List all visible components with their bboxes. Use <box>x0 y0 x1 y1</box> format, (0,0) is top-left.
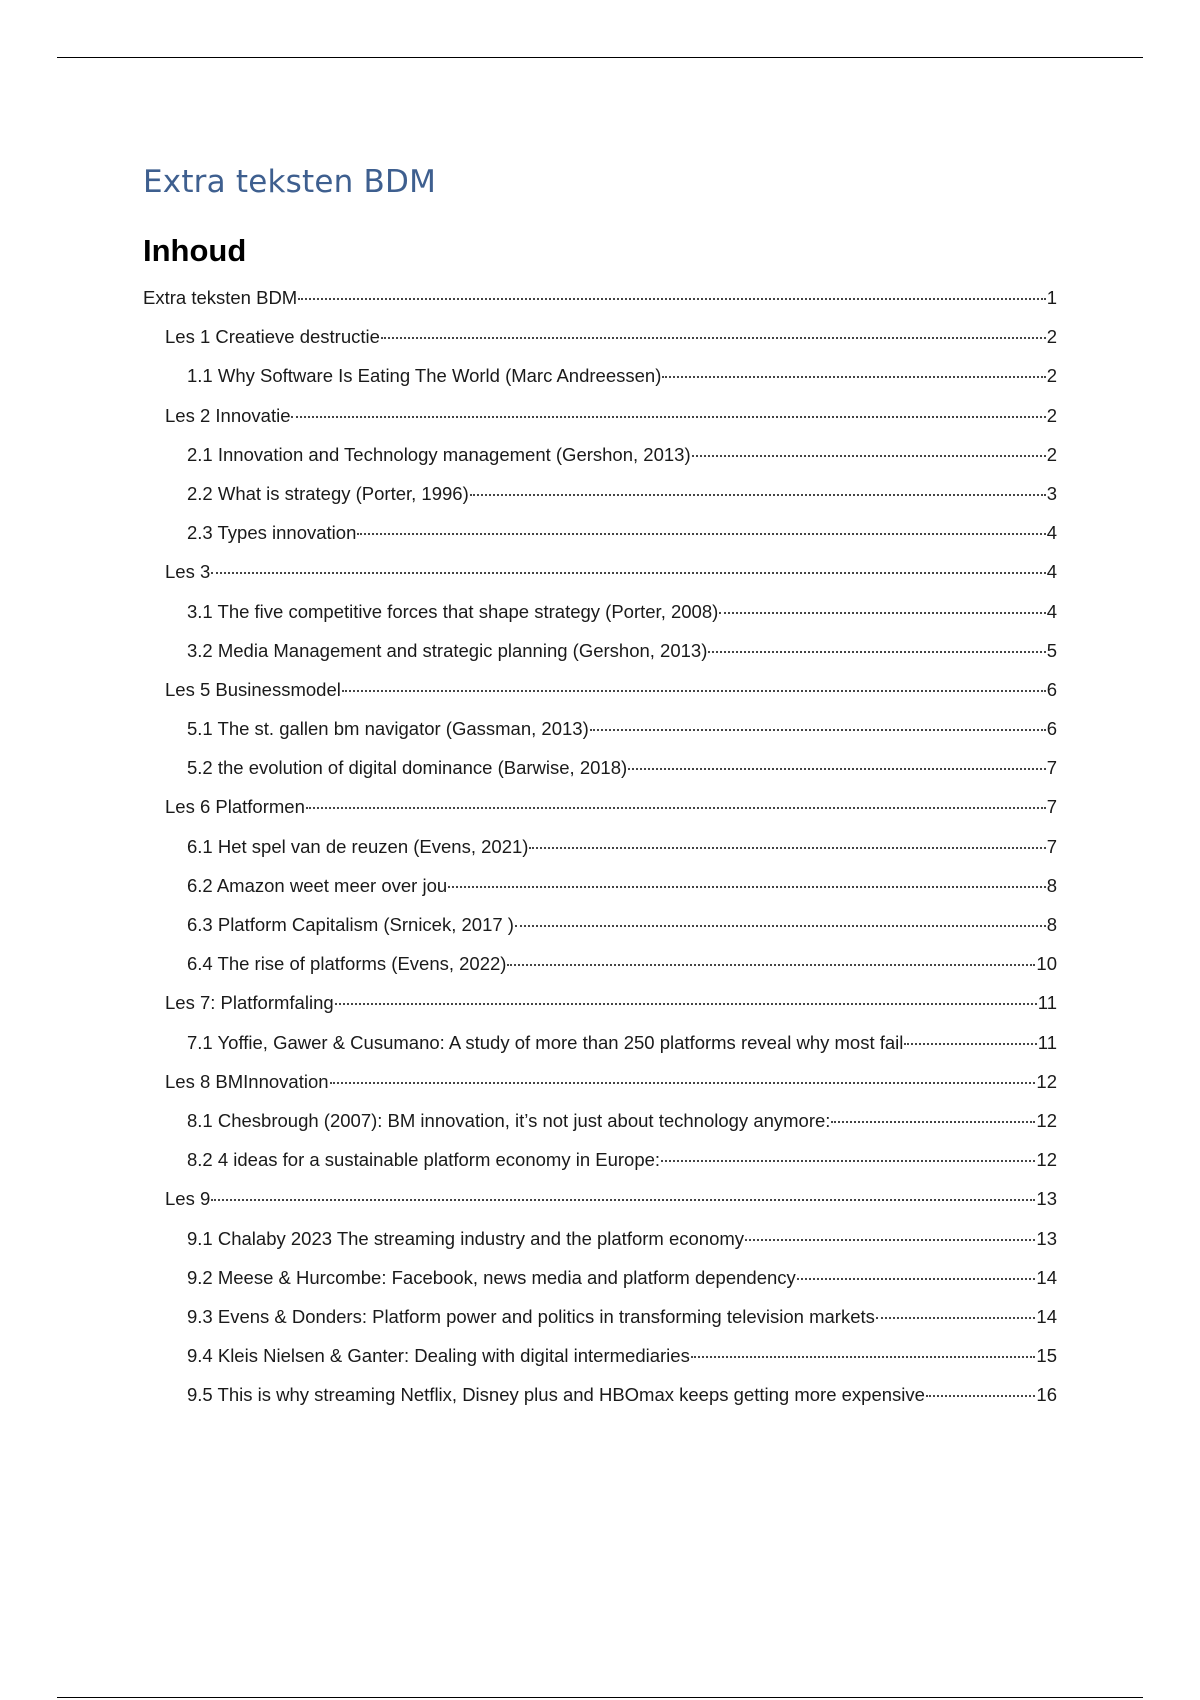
toc-entry[interactable] <box>143 1066 1057 1105</box>
dot-leader <box>448 886 1046 888</box>
toc-entry-page-number: 4 <box>1046 561 1057 583</box>
toc-entry-page-number: 2 <box>1046 404 1057 426</box>
toc-entry[interactable] <box>143 909 1057 948</box>
toc-entry-title: Les 9 <box>165 1188 211 1210</box>
dot-leader <box>330 1082 1036 1084</box>
dot-leader <box>926 1395 1035 1397</box>
toc-entry-page-number: 7 <box>1046 835 1057 857</box>
toc-entry-title: Les 1 Creatieve destructie <box>165 326 380 348</box>
toc-entry-title: Extra teksten BDM <box>143 287 298 308</box>
toc-entry-title: 2.2 What is strategy (Porter, 1996) <box>187 482 469 504</box>
footer-rule <box>57 1697 1143 1698</box>
toc-entry[interactable] <box>143 1301 1057 1340</box>
toc-entry[interactable] <box>143 321 1057 360</box>
toc-entry-title: 5.1 The st. gallen bm navigator (Gassman, 2013) <box>187 718 589 740</box>
dot-leader <box>745 1239 1035 1241</box>
toc-entry[interactable] <box>143 400 1057 439</box>
dot-leader <box>590 729 1046 731</box>
toc-entry[interactable] <box>143 948 1057 987</box>
toc-entry[interactable] <box>143 870 1057 909</box>
toc-entry-page-number: 6 <box>1046 678 1057 700</box>
toc-entry[interactable] <box>143 1262 1057 1301</box>
dot-leader <box>357 533 1045 535</box>
toc-entry-page-number: 6 <box>1046 718 1057 740</box>
dot-leader <box>708 651 1045 653</box>
toc-entry-title: 1.1 Why Software Is Eating The World (Marc Andreessen) <box>187 365 662 387</box>
toc-entry[interactable] <box>143 1027 1057 1066</box>
toc-entry-page-number: 14 <box>1036 1305 1057 1327</box>
dot-leader <box>335 1003 1037 1005</box>
toc-entry-page-number: 14 <box>1036 1266 1057 1288</box>
toc-entry[interactable] <box>143 1144 1057 1183</box>
dot-leader <box>298 298 1045 300</box>
toc-entry[interactable] <box>143 752 1057 791</box>
dot-leader <box>291 416 1045 418</box>
toc-entry-page-number: 5 <box>1046 639 1057 661</box>
toc-entry[interactable] <box>143 1105 1057 1144</box>
toc-entry-title: 9.2 Meese & Hurcombe: Facebook, news media and platform dependency <box>187 1266 796 1288</box>
dot-leader <box>211 1199 1035 1201</box>
toc-entry[interactable] <box>143 439 1057 478</box>
toc-entry-title: 6.2 Amazon weet meer over jou <box>187 874 448 896</box>
dot-leader <box>470 494 1046 496</box>
dot-leader <box>515 925 1046 927</box>
toc-entry-page-number: 12 <box>1036 1109 1057 1131</box>
toc-entry-title: 2.1 Innovation and Technology management (Gershon, 2013) <box>187 443 691 465</box>
toc-entry[interactable] <box>143 556 1057 595</box>
toc-entry[interactable] <box>143 1379 1057 1418</box>
dot-leader <box>692 455 1046 457</box>
toc-entry-page-number: 12 <box>1036 1149 1057 1171</box>
toc-entry-title: Les 2 Innovatie <box>165 404 291 426</box>
dot-leader <box>342 690 1046 692</box>
header-rule <box>57 57 1143 58</box>
dot-leader <box>831 1121 1035 1123</box>
toc-entry[interactable] <box>143 1183 1057 1222</box>
dot-leader <box>306 807 1046 809</box>
toc-entry-title: 9.4 Kleis Nielsen & Ganter: Dealing with digital intermediaries <box>187 1345 690 1367</box>
toc-entry[interactable] <box>143 478 1057 517</box>
dot-leader <box>628 768 1046 770</box>
toc-entry[interactable] <box>143 517 1057 556</box>
toc-entry-title: 2.3 Types innovation <box>187 522 357 544</box>
toc-entry-title: 6.1 Het spel van de reuzen (Evens, 2021) <box>187 835 529 857</box>
toc-entry-page-number: 15 <box>1036 1345 1057 1367</box>
toc-entry[interactable] <box>143 987 1057 1026</box>
toc-entry-title: Les 6 Platformen <box>165 796 305 818</box>
toc-entry-page-number: 2 <box>1046 443 1057 465</box>
dot-leader <box>529 847 1045 849</box>
toc-entry-page-number: 13 <box>1036 1227 1057 1249</box>
dot-leader <box>662 376 1045 378</box>
toc-entry-page-number: 2 <box>1046 365 1057 387</box>
toc-entry[interactable] <box>143 1223 1057 1262</box>
toc-entry-page-number: 2 <box>1046 326 1057 348</box>
toc-entry-page-number: 8 <box>1046 874 1057 896</box>
toc-entry-title: Les 3 <box>165 561 211 583</box>
toc-entry[interactable] <box>143 360 1057 399</box>
toc-entry-page-number: 7 <box>1046 796 1057 818</box>
toc-entry-title: 3.1 The five competitive forces that shape strategy (Porter, 2008) <box>187 600 719 622</box>
toc-entry-title: Les 8 BMInnovation <box>165 1070 329 1092</box>
toc-entry[interactable] <box>143 831 1057 870</box>
toc-entry-page-number: 13 <box>1036 1188 1057 1210</box>
toc-entry-title: 7.1 Yoffie, Gawer & Cusumano: A study of more than 250 platforms reveal why most fail <box>187 1031 904 1053</box>
toc-heading: Inhoud <box>143 233 247 268</box>
toc-entry-page-number: 8 <box>1046 914 1057 935</box>
toc-entry-page-number: 12 <box>1036 1070 1057 1092</box>
toc-entry-title: 9.5 This is why streaming Netflix, Disney plus and HBOmax keeps getting more expensive <box>187 1384 925 1406</box>
toc-entry-page-number: 1 <box>1046 287 1057 308</box>
toc-entry-title: 8.2 4 ideas for a sustainable platform economy in Europe: <box>187 1149 661 1171</box>
dot-leader <box>719 612 1045 614</box>
toc-entry-page-number: 4 <box>1046 600 1057 622</box>
dot-leader <box>211 572 1045 574</box>
toc-entry-page-number: 10 <box>1036 953 1057 975</box>
toc-entry-title: Les 7: Platformfaling <box>165 992 334 1014</box>
dot-leader <box>691 1356 1036 1358</box>
dot-leader <box>661 1160 1035 1162</box>
toc-entry[interactable] <box>143 791 1057 830</box>
toc-entry-title: 6.3 Platform Capitalism (Srnicek, 2017 ) <box>187 914 514 935</box>
dot-leader <box>904 1043 1036 1045</box>
toc-entry-page-number: 7 <box>1046 757 1057 779</box>
dot-leader <box>507 964 1035 966</box>
toc-entry[interactable] <box>143 596 1057 635</box>
dot-leader <box>876 1317 1036 1319</box>
toc-entry[interactable] <box>143 713 1057 752</box>
toc-entry-title: 3.2 Media Management and strategic planning (Gershon, 2013) <box>187 639 708 661</box>
toc-entry[interactable] <box>143 635 1057 674</box>
toc-entry[interactable] <box>143 1340 1057 1379</box>
toc-entry-title: 9.1 Chalaby 2023 The streaming industry and the platform economy <box>187 1227 745 1249</box>
document-title: Extra teksten BDM <box>143 164 437 200</box>
dot-leader <box>797 1278 1036 1280</box>
toc-entry-page-number: 11 <box>1037 1031 1057 1053</box>
toc-entry[interactable] <box>143 674 1057 713</box>
toc-entry-page-number: 4 <box>1046 522 1057 544</box>
toc-entry-title: 8.1 Chesbrough (2007): BM innovation, it’s not just about technology anymore: <box>187 1109 831 1131</box>
toc-entry-page-number: 16 <box>1036 1384 1057 1406</box>
toc-entry-title: Les 5 Businessmodel <box>165 678 341 700</box>
table-of-contents <box>143 282 1057 1418</box>
dot-leader <box>381 337 1046 339</box>
toc-entry-title: 9.3 Evens & Donders: Platform power and politics in transforming television markets <box>187 1305 875 1327</box>
toc-entry-title: 5.2 the evolution of digital dominance (Barwise, 2018) <box>187 757 628 779</box>
toc-entry-page-number: 11 <box>1037 992 1057 1014</box>
toc-entry-page-number: 3 <box>1046 482 1057 504</box>
toc-entry[interactable] <box>143 282 1057 321</box>
toc-entry-title: 6.4 The rise of platforms (Evens, 2022) <box>187 953 507 975</box>
